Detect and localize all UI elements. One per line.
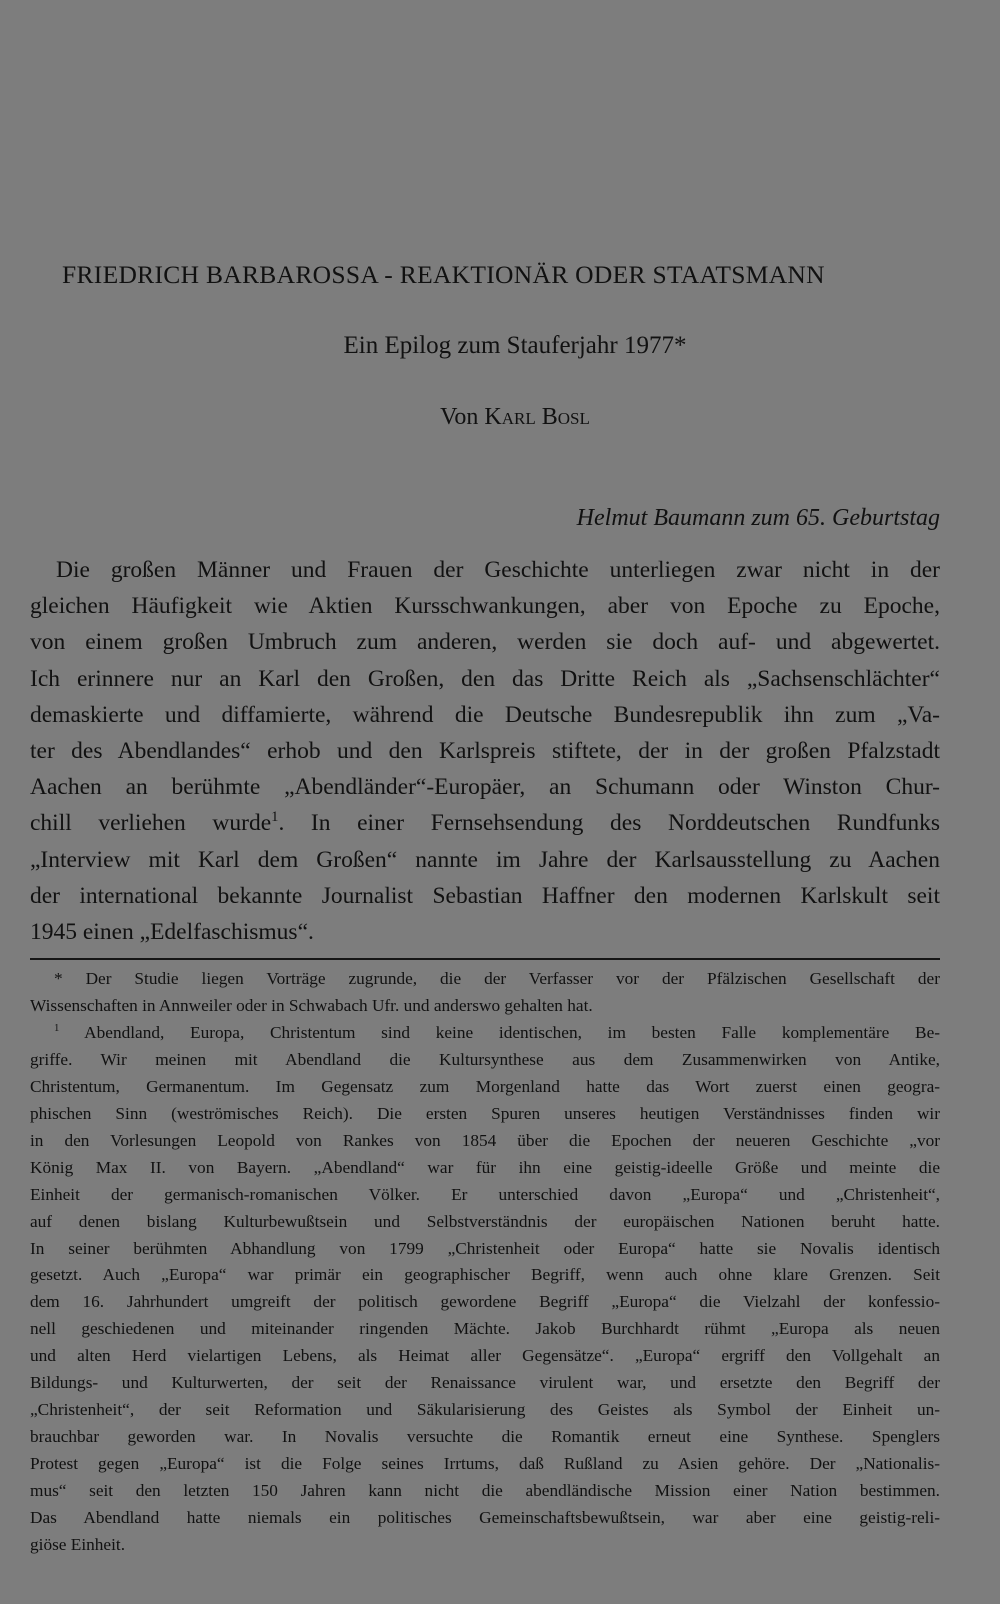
- footnotes: [30, 966, 940, 1559]
- body-line: der international bekannte Journalist Sebastian Haffner den modernen Karlskult seit: [30, 882, 940, 909]
- footnote-star-marker: *: [54, 969, 63, 988]
- byline-prefix: Von: [440, 404, 479, 430]
- body-line: ter des Abendlandes“ erhob und den Karlspreis stiftete, der in der großen Pfalzstadt: [30, 738, 940, 765]
- footnote-line: in den Vorlesungen Leopold von Rankes von 1854 über die Epochen der neueren Geschichte „vor: [30, 1130, 940, 1150]
- body-line: „Interview mit Karl dem Großen“ nannte im Jahre der Karlsausstellung zu Aachen: [30, 846, 940, 873]
- footnote-line: „Christenheit“, der seit Reformation und Säkularisierung des Geistes als Symbol der Einheit un-: [30, 1400, 940, 1420]
- footnote-1-text: Abendland, Europa, Christentum sind keine identischen, im besten Falle komplementäre Be-: [84, 1022, 940, 1042]
- body-line: 1945 einen „Edelfaschismus“.: [30, 919, 314, 946]
- footnote-line: auf denen bislang Kulturbewußtsein und Selbstverständnis der europäischen Nationen beruht hatte.: [30, 1211, 940, 1231]
- footnote-line: nell geschiedenen und miteinander ringenden Mächte. Jakob Burchhardt rühmt „Europa als neuen: [30, 1319, 940, 1339]
- footnote-line: dem 16. Jahrhundert umgreift der politisch gewordene Begriff „Europa“ die Vielzahl der konfessio-: [30, 1292, 940, 1312]
- body-line: gleichen Häufigkeit wie Aktien Kursschwankungen, aber von Epoche zu Epoche,: [30, 593, 940, 620]
- author-byline: [30, 404, 1000, 431]
- footnote-line: In seiner berühmten Abhandlung von 1799 „Christenheit oder Europa“ hatte sie Novalis identisch: [30, 1238, 940, 1258]
- footnote-1-line: [30, 1020, 940, 1047]
- footnote-line: Das Abendland hatte niemals ein politisches Gemeinschaftsbewußtsein, war aber eine geistig-reli-: [30, 1508, 940, 1528]
- footnote-line: König Max II. von Bayern. „Abendland“ war für ihn eine geistig-ideelle Größe und meinte die: [30, 1157, 940, 1177]
- body-line: demaskierte und diffamierte, während die Deutsche Bundesrepublik ihn zum „Va-: [30, 701, 940, 728]
- dedication: Helmut Baumann zum 65. Geburtstag: [576, 505, 940, 531]
- footnote-line: Protest gegen „Europa“ ist die Folge seines Irrtums, daß Rußland zu Asien gehöre. Der „Nationalis-: [30, 1454, 940, 1474]
- body-line: von einem großen Umbruch zum anderen, werden sie doch auf- und abgewertet.: [30, 629, 940, 656]
- footnote-line: Bildungs- und Kulturwerten, der seit der Renaissance virulent war, und ersetzte den Begriff der: [30, 1373, 940, 1393]
- footnote-line: Christentum, Germanentum. Im Gegensatz zum Morgenland hatte das Wort zuerst einen geogra-: [30, 1076, 940, 1096]
- body-line: Die großen Männer und Frauen der Geschichte unterliegen zwar nicht in der: [56, 557, 940, 583]
- body-line-tail: . In einer Fernsehsendung des Norddeutschen Rundfunks: [278, 810, 940, 837]
- footnote-star-text: Der Studie liegen Vorträge zugrunde, die der Verfasser vor der Pfälzischen Gesellschaft der: [85, 969, 940, 988]
- body-line: Aachen an berühmte „Abendländer“-Europäer, an Schumann oder Winston Chur-: [30, 774, 940, 801]
- body-paragraph: [30, 552, 940, 950]
- footnote-star-line: [30, 966, 940, 993]
- document-page: [30, 0, 940, 1604]
- author-name: Karl Bosl: [484, 404, 590, 430]
- footnote-reference: 1: [271, 809, 279, 826]
- article-title: FRIEDRICH BARBAROSSA - REAKTIONÄR ODER STAATSMANN: [62, 260, 825, 289]
- body-line: Ich erinnere nur an Karl den Großen, den das Dritte Reich als „Sachsenschlächter“: [30, 665, 940, 692]
- footnote-line: gesetzt. Auch „Europa“ war primär ein geographischer Begriff, wenn auch ohne klare Grenzen. Seit: [30, 1265, 940, 1285]
- body-line-head: chill verliehen wurde: [30, 810, 272, 837]
- footnote-line: mus“ seit den letzten 150 Jahren kann nicht die abendländische Mission einer Nation bestimmen.: [30, 1481, 940, 1501]
- footnote-1-marker: 1: [54, 1022, 60, 1035]
- footnote-divider: [30, 958, 940, 960]
- footnote-line: Einheit der germanisch-romanischen Völker. Er unterschied davon „Europa“ und „Christenheit“,: [30, 1184, 940, 1204]
- footnote-line: griffe. Wir meinen mit Abendland die Kultursynthese aus dem Zusammenwirken von Antike,: [30, 1049, 940, 1069]
- article-subtitle: Ein Epilog zum Stauferjahr 1977*: [343, 332, 687, 359]
- footnote-line: giöse Einheit.: [30, 1535, 126, 1555]
- footnote-line: und alten Herd vielartigen Lebens, als Heimat aller Gegensätze“. „Europa“ ergriff den Vollgehalt an: [30, 1346, 940, 1366]
- footnote-line: Wissenschaften in Annweiler oder in Schwabach Ufr. und anderswo gehalten hat.: [30, 995, 593, 1015]
- body-line-with-footnote-ref: [30, 805, 940, 841]
- footnote-line: brauchbar geworden war. In Novalis versuchte die Romantik erneut eine Synthese. Spenglers: [30, 1427, 940, 1447]
- footnote-line: phischen Sinn (weströmisches Reich). Die ersten Spuren unseres heutigen Verständnisses finden wir: [30, 1103, 940, 1123]
